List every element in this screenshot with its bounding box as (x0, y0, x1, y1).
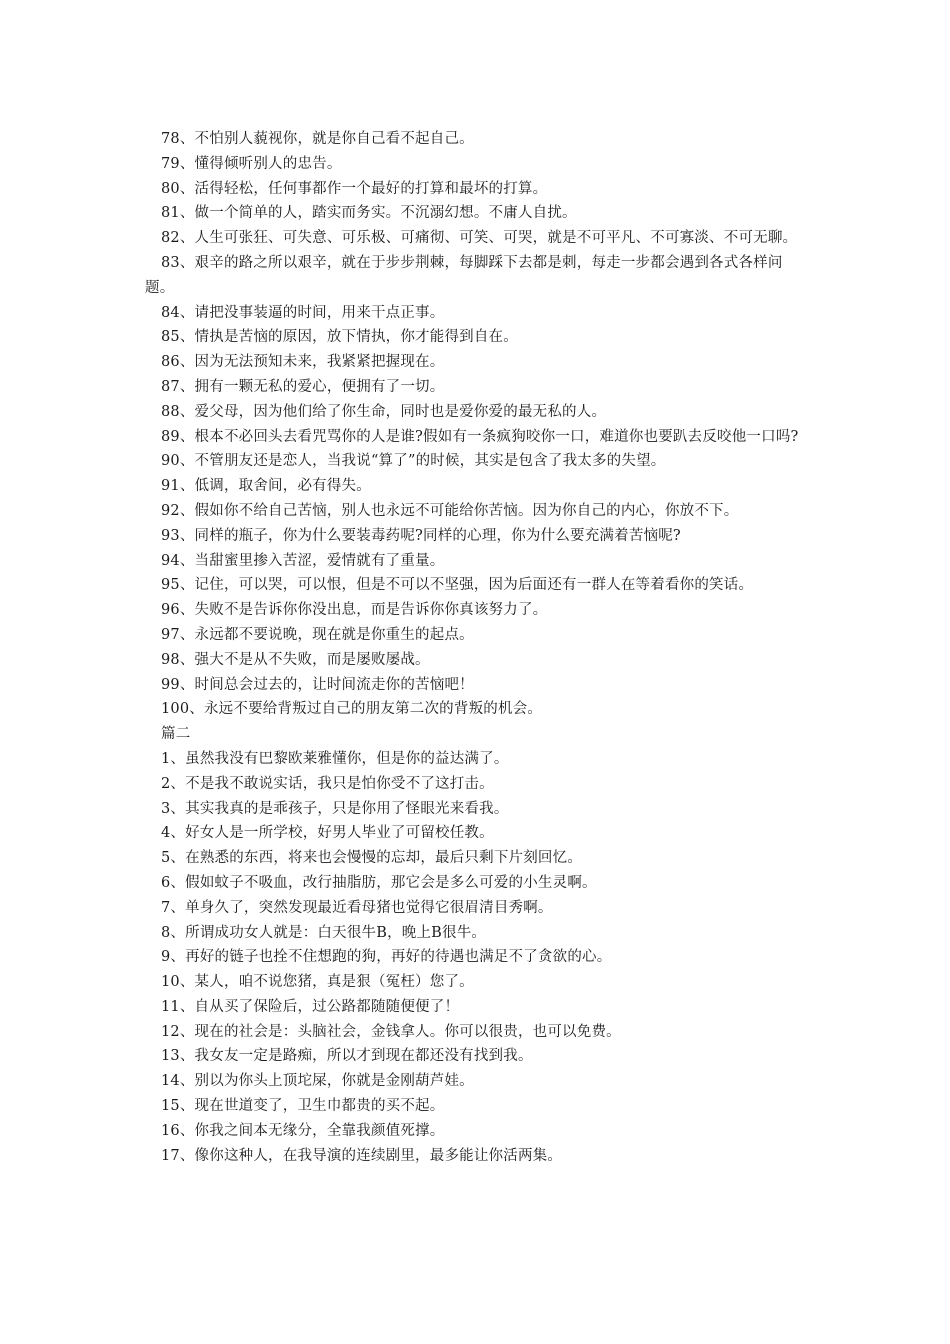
paragraph: 88、爱父母，因为他们给了你生命，同时也是爱你爱的最无私的人。 (161, 403, 607, 420)
paragraph: 5、在熟悉的东西，将来也会慢慢的忘却，最后只剩下片刻回忆。 (161, 850, 583, 867)
paragraph: 97、永远都不要说晚，现在就是你重生的起点。 (161, 626, 474, 643)
paragraph: 9、再好的链子也拴不住想跑的狗，再好的待遇也满足不了贪欲的心。 (161, 949, 612, 966)
paragraph: 3、其实我真的是乖孩子，只是你用了怪眼光来看我。 (161, 800, 509, 817)
paragraph: 95、记住，可以哭，可以恨，但是不可以不坚强，因为后面还有一群人在等着看你的笑话。 (161, 577, 754, 594)
paragraph: 4、好女人是一所学校，好男人毕业了可留校任教。 (161, 825, 494, 842)
paragraph: 82、人生可张狂、可失意、可乐极、可痛彻、可笑、可哭，就是不可平凡、不可寡淡、不可无聊。 (161, 230, 798, 247)
paragraph: 100、永远不要给背叛过自己的朋友第二次的背叛的机会。 (161, 701, 543, 718)
paragraph: 80、活得轻松，任何事都作一个最好的打算和最坏的打算。 (161, 180, 548, 197)
paragraph: 91、低调，取舍间，必有得失。 (161, 478, 371, 495)
paragraph: 2、不是我不敢说实话，我只是怕你受不了这打击。 (161, 775, 494, 792)
section-heading: 篇二 (161, 726, 191, 743)
paragraph: 8、所谓成功女人就是：白天很牛B，晚上B很牛。 (161, 924, 487, 941)
paragraph: 17、像你这种人，在我导演的连续剧里，最多能让你活两集。 (161, 1147, 563, 1164)
paragraph: 6、假如蚊子不吸血，改行抽脂肪，那它会是多么可爱的小生灵啊。 (161, 874, 597, 891)
paragraph: 85、情执是苦恼的原因，放下情执，你才能得到自在。 (161, 329, 518, 346)
paragraph: 12、现在的社会是：头脑社会，金钱拿人。你可以很贵，也可以免费。 (161, 1023, 621, 1040)
paragraph: 15、现在世道变了，卫生巾都贵的买不起。 (161, 1098, 445, 1115)
paragraph: 98、强大不是从不失败，而是屡败屡战。 (161, 651, 430, 668)
paragraph: 99、时间总会过去的，让时间流走你的苦恼吧！ (161, 676, 474, 693)
paragraph: 90、不管朋友还是恋人，当我说“算了”的时候，其实是包含了我太多的失望。 (161, 453, 666, 470)
paragraph: 7、单身久了，突然发现最近看母猪也觉得它很眉清目秀啊。 (161, 899, 553, 916)
paragraph: 10、某人，咱不说您猪，真是狠（冤枉）您了。 (161, 974, 474, 991)
paragraph: 87、拥有一颗无私的爱心，便拥有了一切。 (161, 378, 445, 395)
paragraph: 96、失败不是告诉你你没出息，而是告诉你你真该努力了。 (161, 602, 548, 619)
paragraph: 89、根本不必回头去看咒骂你的人是谁?假如有一条疯狗咬你一口，难道你也要趴去反咬他一口吗? (161, 428, 799, 445)
paragraph: 94、当甜蜜里掺入苦涩，爱情就有了重量。 (161, 552, 445, 569)
document-body (145, 127, 807, 1168)
paragraph: 13、我女友一定是路痴，所以才到现在都还没有找到我。 (161, 1048, 533, 1065)
paragraph: 86、因为无法预知未来，我紧紧把握现在。 (161, 354, 445, 371)
paragraph: 84、请把没事装逼的时间，用来干点正事。 (161, 304, 445, 321)
paragraph: 1、虽然我没有巴黎欧莱雅懂你，但是你的益达满了。 (161, 750, 509, 767)
paragraph: 83、艰辛的路之所以艰辛，就在于步步荆棘，每脚踩下去都是刺，每走一步都会遇到各式各样问题。 (145, 254, 783, 296)
paragraph: 79、懂得倾听别人的忠告。 (161, 155, 342, 172)
paragraph: 16、你我之间本无缘分，全靠我颜值死撑。 (161, 1122, 445, 1139)
paragraph: 93、同样的瓶子，你为什么要装毒药呢?同样的心理，你为什么要充满着苦恼呢? (161, 527, 681, 544)
paragraph: 81、做一个简单的人，踏实而务实。不沉溺幻想。不庸人自扰。 (161, 205, 577, 222)
paragraph: 78、不怕别人藐视你，就是你自己看不起自己。 (161, 131, 474, 147)
paragraph: 92、假如你不给自己苦恼，别人也永远不可能给你苦恼。因为你自己的内心，你放不下。 (161, 502, 739, 519)
paragraph: 14、别以为你头上顶坨屎，你就是金刚葫芦娃。 (161, 1073, 474, 1090)
paragraph: 11、自从买了保险后，过公路都随随便便了！ (161, 998, 460, 1015)
